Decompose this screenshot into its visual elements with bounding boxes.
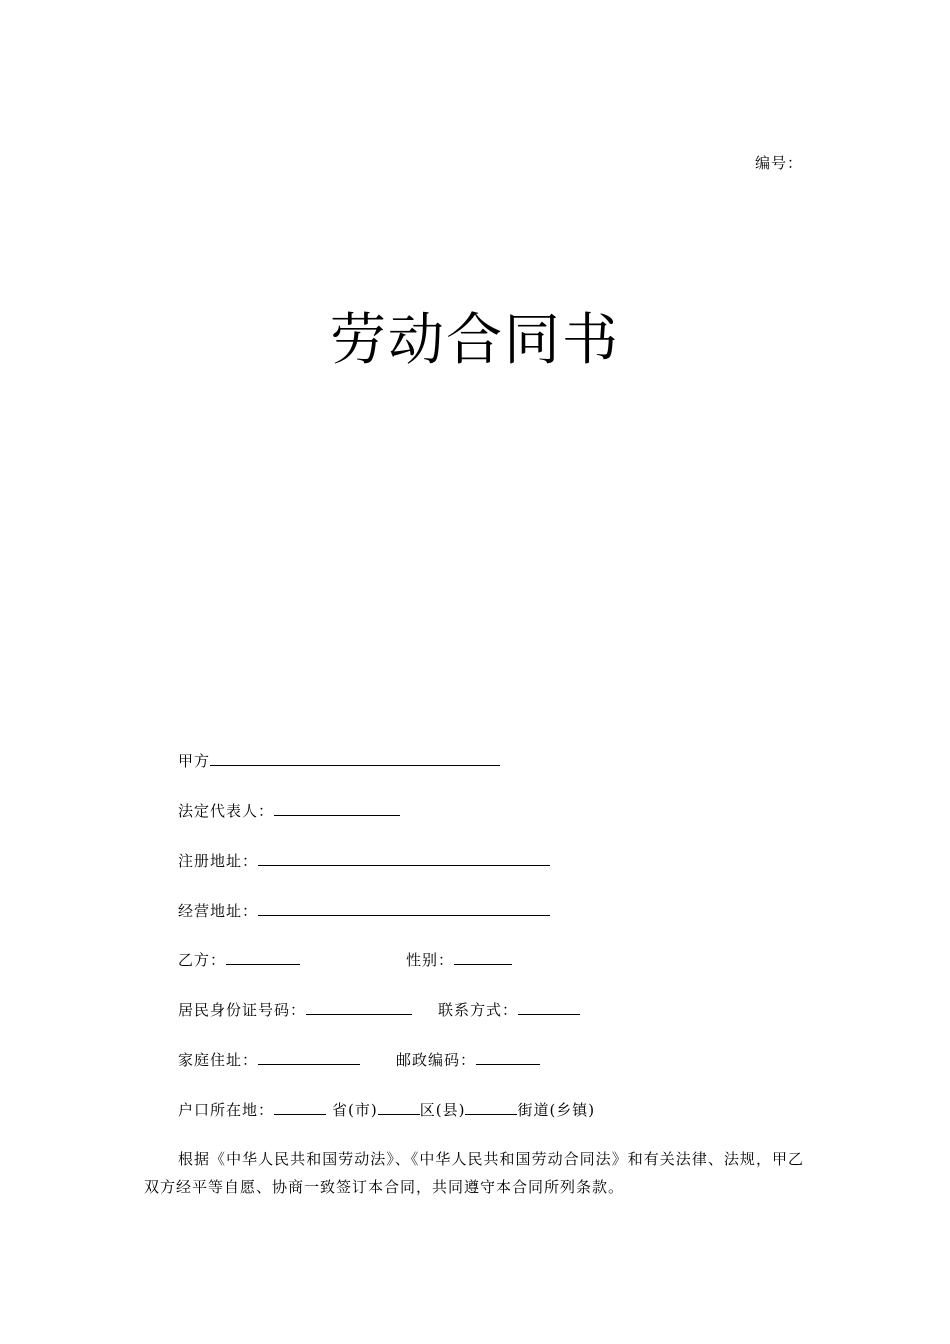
preamble-paragraph: 根据《中华人民共和国劳动法》、《中华人民共和国劳动合同法》和有关法律、法规，甲乙双方经平等自愿、协商一致签订本合同，共同遵守本合同所列条款。	[144, 1150, 804, 1196]
hukou-label: 户口所在地：	[178, 1101, 275, 1119]
serial-number-label: 编号：	[755, 154, 804, 172]
party-b-blank[interactable]	[226, 947, 300, 965]
district-blank[interactable]	[378, 1097, 420, 1115]
postcode-blank[interactable]	[476, 1047, 540, 1065]
street-blank[interactable]	[465, 1097, 517, 1115]
id-number-label: 居民身份证号码：	[178, 1001, 307, 1019]
reg-address-row	[178, 848, 550, 870]
document-title: 劳动合同书	[330, 308, 620, 373]
party-a-blank[interactable]	[210, 748, 500, 766]
party-b-label: 乙方：	[178, 951, 227, 969]
legal-rep-blank[interactable]	[274, 798, 400, 816]
home-address-blank[interactable]	[258, 1047, 360, 1065]
contact-blank[interactable]	[518, 997, 580, 1015]
province-blank[interactable]	[274, 1097, 326, 1115]
legal-rep-row	[178, 798, 400, 820]
hukou-row	[178, 1097, 595, 1119]
party-a-row	[178, 748, 500, 770]
biz-address-label: 经营地址：	[178, 902, 259, 920]
id-number-blank[interactable]	[306, 997, 412, 1015]
biz-address-blank[interactable]	[258, 898, 550, 916]
contact-label: 联系方式：	[438, 1001, 519, 1019]
reg-address-label: 注册地址：	[178, 852, 259, 870]
district-label: 区(县)	[419, 1101, 466, 1119]
province-label: 省(市)	[332, 1101, 378, 1119]
gender-label: 性别：	[406, 951, 455, 969]
postcode-label: 邮政编码：	[396, 1051, 477, 1069]
party-b-row	[178, 947, 512, 969]
home-address-label: 家庭住址：	[178, 1051, 259, 1069]
legal-rep-label: 法定代表人：	[178, 802, 275, 820]
biz-address-row	[178, 898, 550, 920]
party-a-label: 甲方	[178, 752, 211, 770]
street-label: 街道(乡镇)	[517, 1101, 596, 1119]
reg-address-blank[interactable]	[258, 848, 550, 866]
gender-blank[interactable]	[454, 947, 512, 965]
home-address-row	[178, 1047, 540, 1069]
id-number-row	[178, 997, 580, 1019]
